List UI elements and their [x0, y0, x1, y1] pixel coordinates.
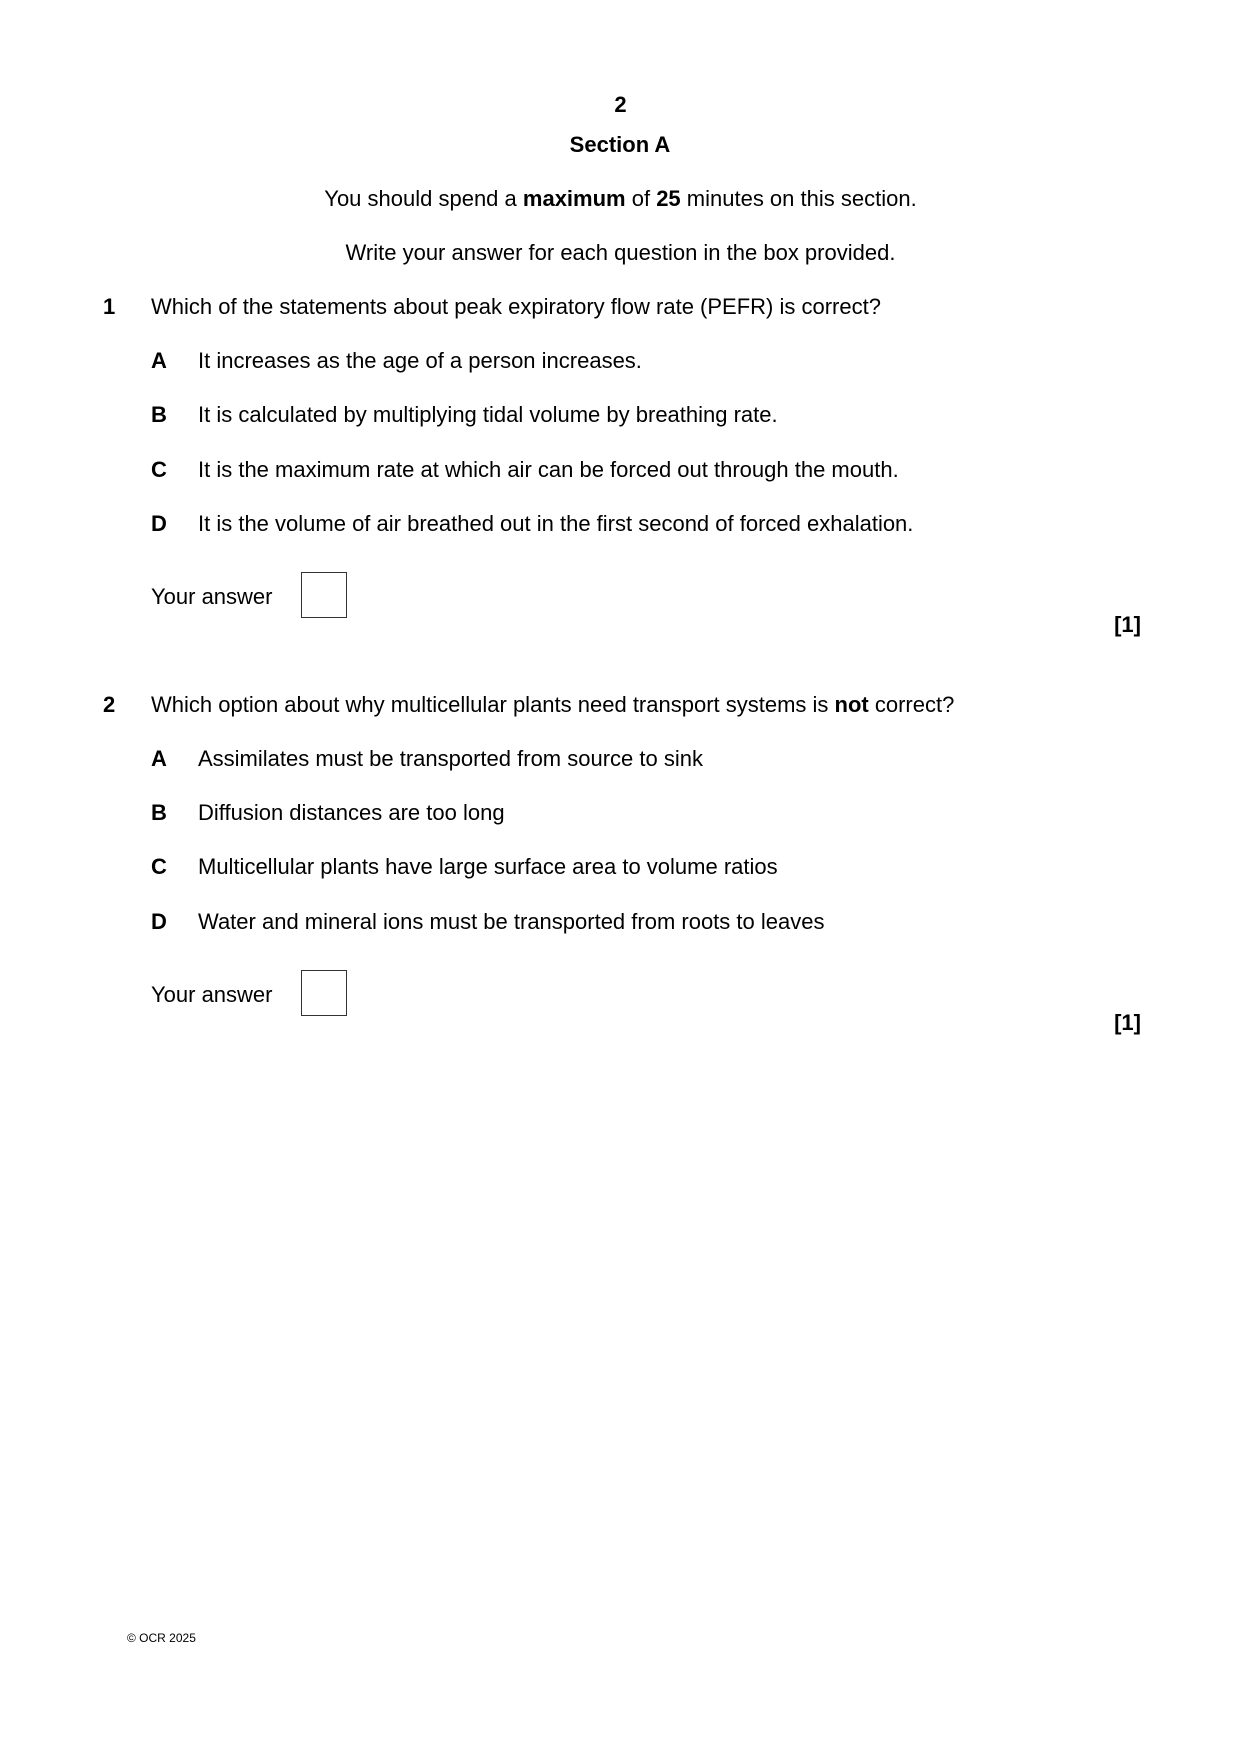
answer-label: Your answer — [151, 982, 273, 1007]
option-text-d: Water and mineral ions must be transported from roots to leaves — [198, 909, 825, 934]
page-number: 2 — [614, 92, 627, 117]
answer-box[interactable] — [301, 970, 347, 1016]
option-letter-a: A — [151, 746, 167, 771]
time-instruction-part1: You should spend a — [324, 186, 523, 211]
option-text-c: It is the maximum rate at which air can be forced out through the mouth. — [198, 457, 899, 482]
marks-label: [1] — [1114, 612, 1141, 637]
option-text-d: It is the volume of air breathed out in the first second of forced exhalation. — [198, 511, 914, 536]
time-instruction-minutes: 25 — [656, 186, 681, 211]
time-instruction-part3: minutes on this section. — [680, 186, 917, 211]
answer-instruction: Write your answer for each question in the box provided. — [345, 240, 896, 265]
time-instruction-part2: of — [625, 186, 657, 211]
question-text — [151, 692, 954, 718]
option-letter-c: C — [151, 457, 167, 482]
question-number: 2 — [103, 692, 116, 717]
option-letter-b: B — [151, 800, 167, 825]
option-letter-c: C — [151, 854, 167, 879]
answer-box[interactable] — [301, 572, 347, 618]
option-text-c: Multicellular plants have large surface area to volume ratios — [198, 854, 778, 879]
time-instruction — [0, 186, 1241, 212]
option-text-b: Diffusion distances are too long — [198, 800, 505, 825]
option-text-b: It is calculated by multiplying tidal volume by breathing rate. — [198, 402, 778, 427]
section-title: Section A — [569, 132, 671, 157]
marks-label: [1] — [1114, 1010, 1141, 1035]
question-text-part1: Which option about why multicellular plants need transport systems is — [151, 692, 835, 717]
option-letter-a: A — [151, 348, 167, 373]
question-text-part2: correct? — [868, 692, 955, 717]
option-text-a: It increases as the age of a person increases. — [198, 348, 642, 373]
answer-label: Your answer — [151, 584, 273, 609]
option-letter-b: B — [151, 402, 167, 427]
option-text-a: Assimilates must be transported from source to sink — [198, 746, 703, 771]
question-number: 1 — [103, 294, 116, 319]
option-letter-d: D — [151, 511, 167, 536]
option-letter-d: D — [151, 909, 167, 934]
time-instruction-maximum: maximum — [522, 186, 626, 211]
question-text-not: not — [834, 692, 869, 717]
question-text: Which of the statements about peak expiratory flow rate (PEFR) is correct? — [151, 294, 881, 319]
copyright-notice: © OCR 2025 — [127, 1631, 196, 1645]
